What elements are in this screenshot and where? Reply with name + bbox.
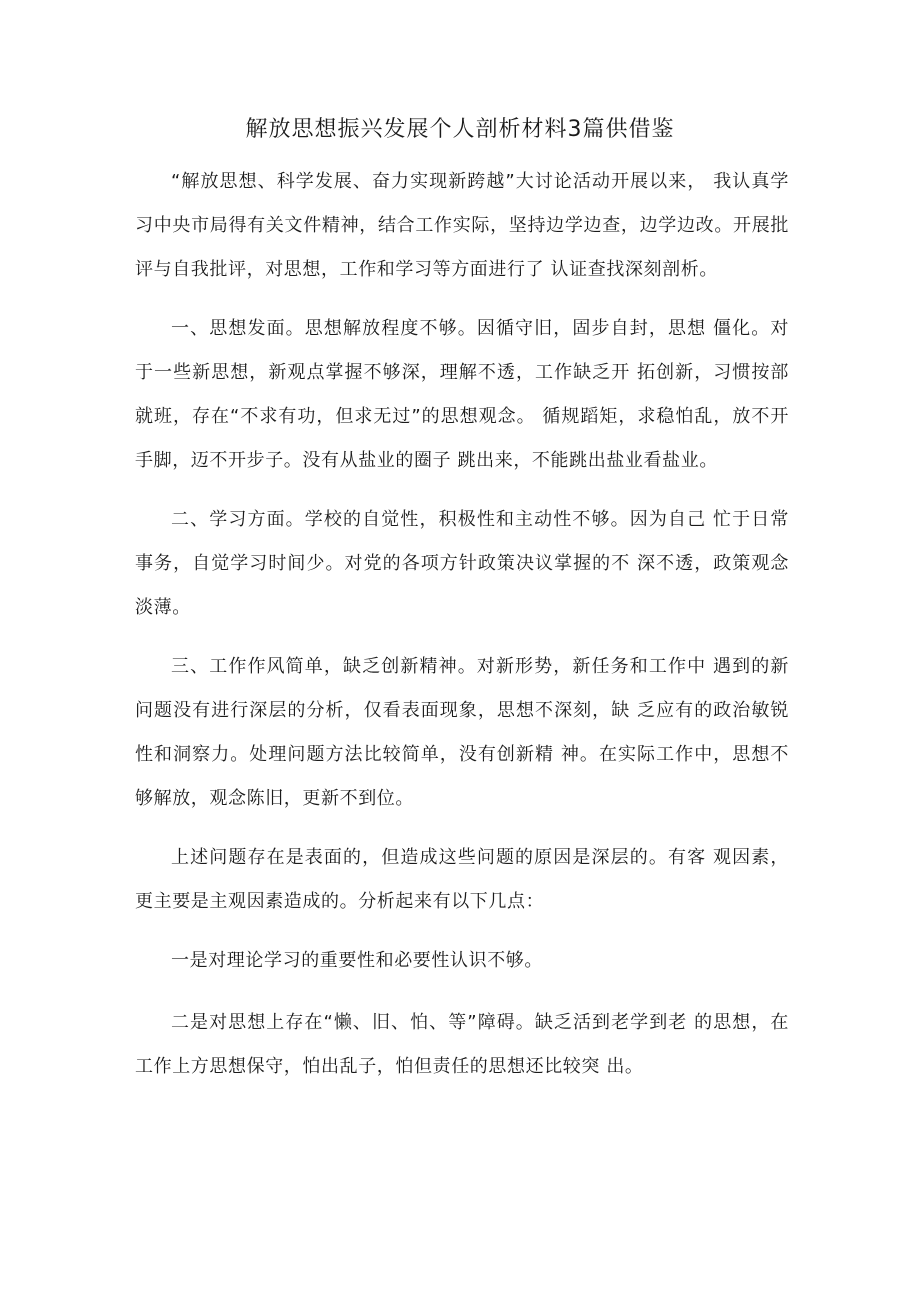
paragraph-thought-aspect: 一、思想发面。思想解放程度不够。因循守旧，固步自封，思想 僵化。对于一些新思想，新观点掌握不够深，理解不透，工作缺乏开 拓创新，习惯按部就班，存在“不求有功，但求无过”的思想观念。 循规蹈矩，求稳怕乱，放不开手脚，迈不开步子。没有从盐业的圈子 跳出来，不能跳出盐业看盐业。 — [135, 318, 789, 471]
document-title: 解放思想振兴发展个人剖析材料3篇供借鉴 — [245, 117, 675, 142]
paragraph-cause-one: 一是对理论学习的重要性和必要性认识不够。 — [171, 950, 543, 971]
document-body — [135, 160, 789, 1104]
paragraph-cause-two: 二是对思想上存在“懒、旧、怕、等”障碍。缺乏活到老学到老 的思想，在工作上方思想保守，怕出乱子，怕但责任的思想还比较突 出。 — [135, 1012, 789, 1077]
paragraph-work-style: 三、工作作风简单，缺乏创新精神。对新形势，新任务和工作中 遇到的新问题没有进行深层的分析，仅看表面现象，思想不深刻，缺 乏应有的政治敏锐性和洞察力。处理问题方法比较简单，没有创新精 神。在实际工作中，思想不够解放，观念陈旧，更新不到位。 — [135, 656, 789, 809]
paragraph-study-aspect: 二、学习方面。学校的自觉性，积极性和主动性不够。因为自己 忙于日常事务，自觉学习时间少。对党的各项方针政策决议掌握的不 深不透，政策观念淡薄。 — [135, 509, 789, 618]
paragraph-intro: “解放思想、科学发展、奋力实现新跨越”大讨论活动开展以来， 我认真学习中央市局得有关文件精神，结合工作实际，坚持边学边查，边学边改。开展批评与自我批评，对思想，工作和学习等方面进行了 认证查找深刻剖析。 — [135, 171, 789, 280]
paragraph-causes: 上述问题存在是表面的，但造成这些问题的原因是深层的。有客 观因素，更主要是主观因素造成的。分析起来有以下几点： — [135, 847, 789, 912]
